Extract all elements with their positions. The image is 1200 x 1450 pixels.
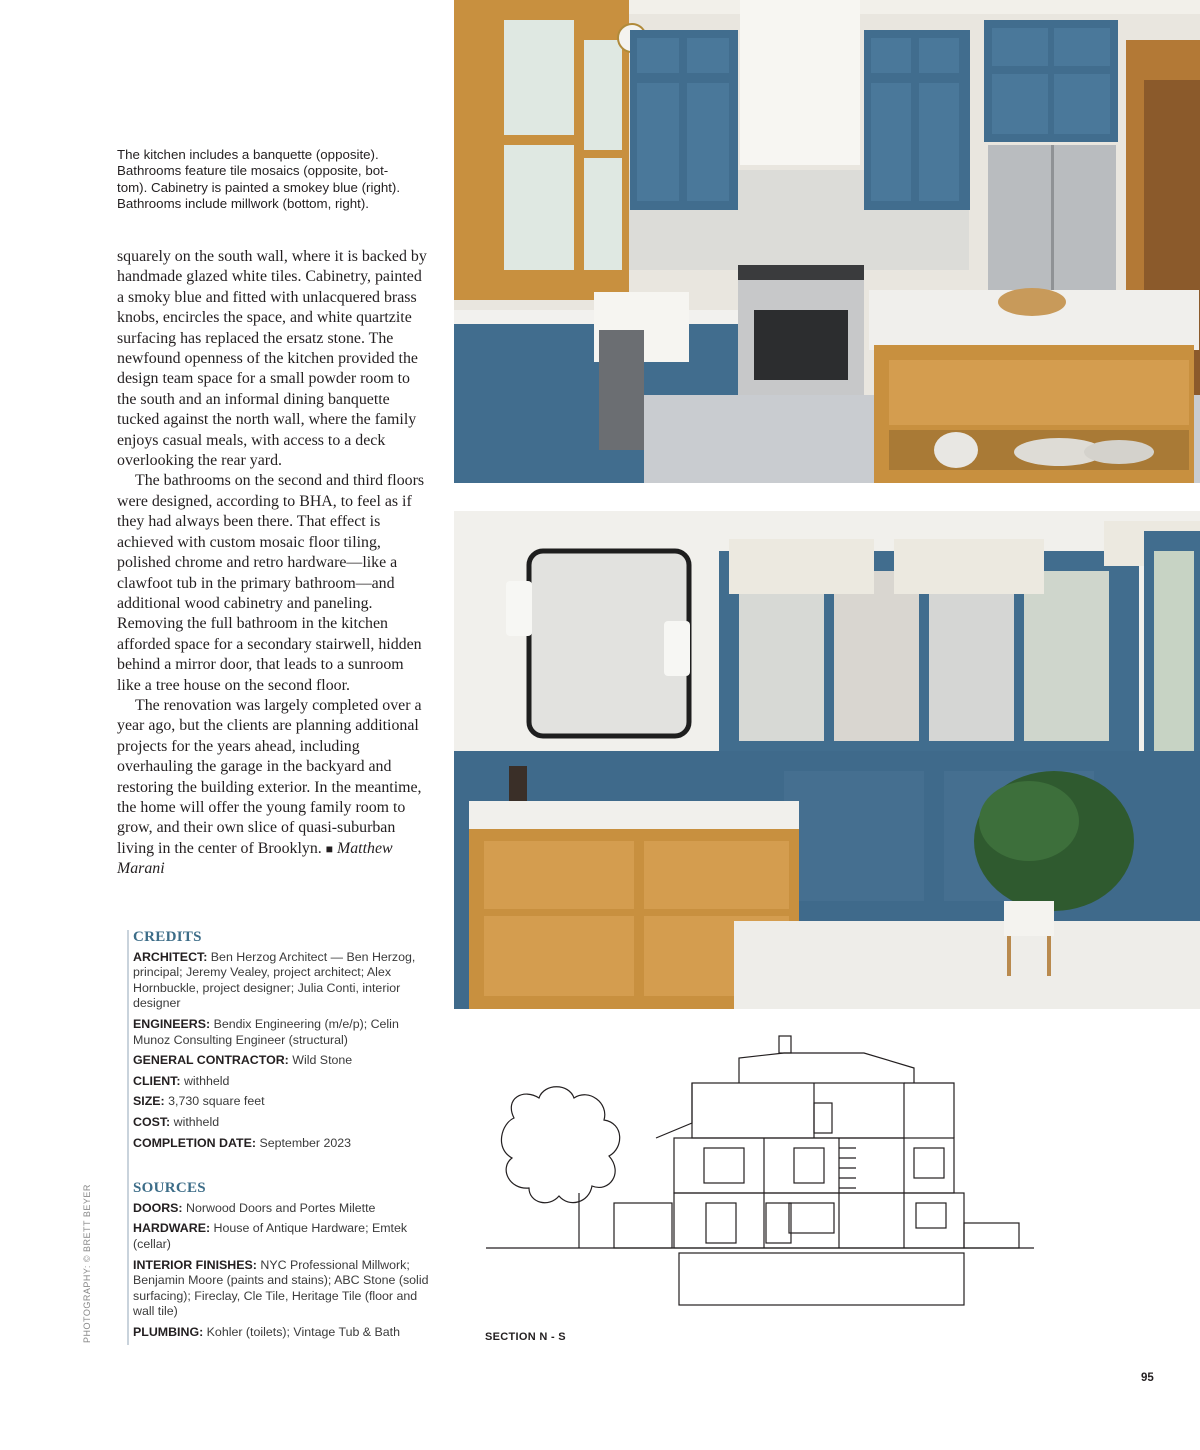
building-section-diagram [484, 1028, 1044, 1318]
credit-value: Bendix Engineering (m/e/p); Celin Munoz Consulting Engineer (structural) [133, 1016, 399, 1047]
caption-line: Bathrooms feature tile mosaics (opposite, bot- [117, 163, 389, 179]
source-value: House of Antique Hardware; Emtek (cellar) [133, 1221, 408, 1251]
bathroom-illustration [454, 511, 1200, 1009]
kitchen-illustration [454, 0, 1200, 483]
source-label: PLUMBING: [133, 1324, 204, 1339]
credits-sidebar [127, 930, 433, 1345]
credit-row [133, 1094, 433, 1110]
photo-credit: PHOTOGRAPHY: © BRETT BEYER [82, 1184, 92, 1343]
source-row [133, 1221, 433, 1252]
credits-heading: CREDITS [133, 929, 202, 945]
source-row [133, 1201, 433, 1217]
section-label: SECTION N - S [485, 1331, 566, 1343]
credit-label: COMPLETION DATE: [133, 1135, 256, 1150]
credit-value: Wild Stone [292, 1053, 353, 1068]
caption-line: The kitchen includes a banquette (opposite). [117, 147, 379, 162]
source-value: Norwood Doors and Portes Milette [186, 1200, 376, 1215]
source-label: DOORS: [133, 1200, 183, 1215]
kitchen-photo [454, 0, 1200, 483]
article-paragraph-final [117, 696, 427, 880]
byline: Matthew Marani [117, 839, 393, 878]
source-value: Kohler (toilets); Vintage Tub & Bath [206, 1324, 400, 1339]
credit-label: GENERAL CONTRACTOR: [133, 1053, 289, 1068]
credit-label: ARCHITECT: [133, 949, 208, 964]
article-paragraph-text: The renovation was largely completed over a year ago, but the clients are planning additional projects for the years ahead, including overhauling the garage in the backyard and restoring the building exterior. In the meantime, the home will offer the young family room to grow, and their own slice of quasi-suburban living in the center of Brooklyn. [117, 696, 422, 857]
source-label: HARDWARE: [133, 1221, 211, 1236]
bathroom-photo [454, 511, 1200, 1009]
credit-row [133, 1115, 433, 1131]
credit-row [133, 1053, 433, 1069]
article-paragraph: The bathrooms on the second and third floors were designed, according to BHA, to feel as if they had always been there. That effect is achieved with custom mosaic floor tiling, polished chrome and retro hardware—like a clawfoot tub in the primary bathroom—and additional wood cabinetry and paneling. Removing the full bathroom in the kitchen afforded space for a secondary stairwell, hidden behind a mirror door, that leads to a sunroom like a tree house on the second floor. [117, 472, 425, 694]
source-row [133, 1325, 433, 1341]
credit-row [133, 1074, 433, 1090]
credit-row [133, 1136, 433, 1152]
sources-heading: SOURCES [133, 1180, 206, 1197]
credit-value: September 2023 [259, 1135, 352, 1150]
section-drawing [484, 1028, 1044, 1318]
credit-value: withheld [183, 1073, 230, 1088]
credit-label: ENGINEERS: [133, 1016, 211, 1031]
source-value: NYC Professional Millwork; Benjamin Moore (paints and stains); ABC Stone (solid surfacing); Fireclay, Cle Tile, Heritage Tile (floor and wall tile) [133, 1257, 429, 1319]
photo-caption [117, 147, 427, 213]
credit-row [133, 950, 433, 1012]
credit-value: 3,730 square feet [168, 1094, 265, 1109]
source-label: INTERIOR FINISHES: [133, 1257, 257, 1272]
caption-line: tom). Cabinetry is painted a smokey blue (right). [117, 179, 401, 195]
article-paragraph: squarely on the south wall, where it is backed by handmade glazed white tiles. Cabinetry, painted a smoky blue and fitted with unlacquered brass knobs, encircles the space, and white quartzite surfacing has replaced the ersatz stone. The newfound openness of the kitchen provided the design team space for a small powder room to the south and an informal dining banquette tucked against the north wall, where the family enjoys casual meals, with access to a deck overlooking the rear yard. [117, 248, 427, 470]
article-body [117, 247, 427, 880]
credit-label: COST: [133, 1114, 171, 1129]
page-number: 95 [1141, 1372, 1154, 1384]
credit-value: withheld [173, 1114, 220, 1129]
end-mark: ■ [325, 841, 334, 856]
credit-label: SIZE: [133, 1094, 165, 1109]
source-row [133, 1258, 433, 1320]
credit-value: Ben Herzog Architect — Ben Herzog, principal; Jeremy Vealey, project architect; Alex Hornbuckle, project designer; Julia Conti, interior designer [133, 949, 416, 1011]
credit-row [133, 1017, 433, 1048]
caption-line: Bathrooms include millwork (bottom, right). [117, 196, 369, 212]
credit-label: CLIENT: [133, 1073, 181, 1088]
